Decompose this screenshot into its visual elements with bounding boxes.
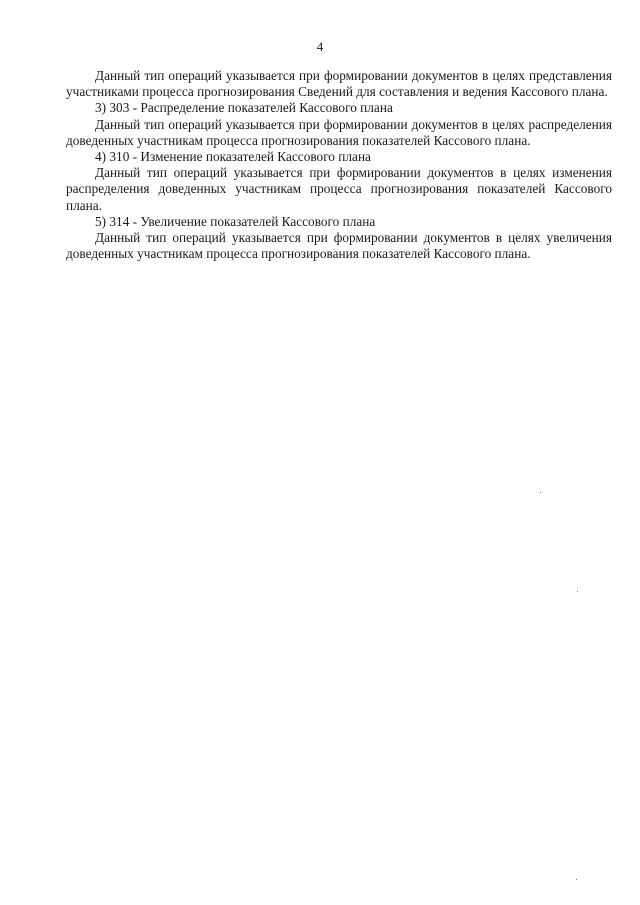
document-body	[66, 68, 612, 262]
scan-speck	[576, 879, 577, 880]
page-number: 4	[316, 39, 324, 54]
paragraph-310-description: Данный тип операций указывается при формировании документов в целях изменения распределения доведенных участникам процесса прогнозирования показателей Кассового плана.	[66, 165, 612, 213]
scan-speck	[540, 492, 541, 493]
scan-speck	[577, 591, 578, 592]
list-item-310: 4) 310 - Изменение показателей Кассового плана	[95, 149, 371, 165]
paragraph-303-description: Данный тип операций указывается при формировании документов в целях распределения доведенных участникам процесса прогнозирования показателей Кассового плана.	[66, 116, 612, 148]
paragraph-receipt-description: Данный тип операций указывается при формировании документов в целях представления участниками процесса прогнозирования Сведений для составления и ведения Кассового плана.	[66, 68, 612, 100]
paragraph-314-description: Данный тип операций указывается при формировании документов в целях увеличения доведенных участникам процесса прогнозирования показателей Кассового плана.	[66, 230, 612, 262]
list-item-314: 5) 314 - Увеличение показателей Кассового плана	[95, 213, 376, 229]
list-item-303: 3) 303 - Распределение показателей Кассового плана	[95, 100, 393, 116]
